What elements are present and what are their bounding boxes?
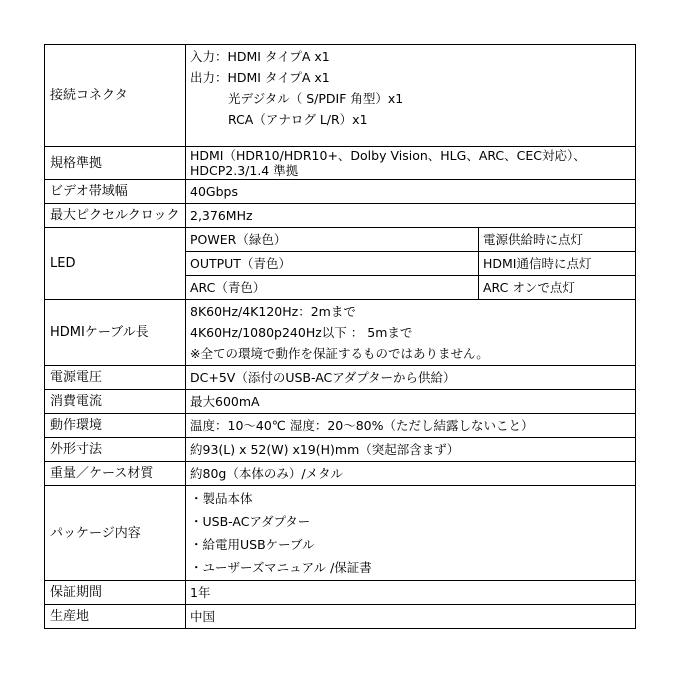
row-origin — [45, 605, 636, 629]
row-value: DC+5V（添付のUSB-ACアダプターから供給） — [186, 366, 636, 390]
row-value: 2,376MHz — [186, 204, 636, 228]
row-label: 生産地 — [45, 605, 186, 629]
row-warranty — [45, 581, 636, 605]
package-line: ・USB-ACアダプター — [190, 514, 311, 529]
row-connectors — [45, 45, 636, 147]
row-dimensions — [45, 438, 636, 462]
row-label: 最大ピクセルクロック — [45, 204, 186, 228]
package-line: ・製品本体 — [190, 491, 253, 506]
row-value — [186, 45, 636, 147]
standards-line: HDCP2.3/1.4 準拠 — [190, 163, 299, 178]
row-weight — [45, 462, 636, 486]
row-value: 最大600mA — [186, 390, 636, 414]
row-bandwidth — [45, 180, 636, 204]
row-package — [45, 486, 636, 581]
row-label: 動作環境 — [45, 414, 186, 438]
connector-line: RCA（アナログ L/R）x1 — [228, 112, 368, 127]
led-name: POWER（緑色） — [186, 228, 479, 252]
package-line: ・給電用USBケーブル — [190, 537, 315, 552]
row-value — [186, 486, 636, 581]
led-desc: HDMI通信時に点灯 — [479, 252, 636, 276]
cable-line: 8K60Hz/4K120Hz：2mまで — [190, 304, 356, 319]
row-standards — [45, 147, 636, 180]
led-desc: 電源供給時に点灯 — [479, 228, 636, 252]
row-label: LED — [45, 228, 186, 300]
standards-line: HDMI（HDR10/HDR10+、Dolby Vision、HLG、ARC、CEC対応）、 — [190, 148, 586, 163]
row-label: ビデオ帯域幅 — [45, 180, 186, 204]
row-label: 外形寸法 — [45, 438, 186, 462]
row-environment — [45, 414, 636, 438]
row-power-voltage — [45, 366, 636, 390]
row-value: 40Gbps — [186, 180, 636, 204]
row-led — [45, 228, 636, 252]
spec-table — [44, 44, 636, 629]
row-label: パッケージ内容 — [45, 486, 186, 581]
led-desc: ARC オンで点灯 — [479, 276, 636, 300]
row-label: 消費電流 — [45, 390, 186, 414]
row-value: 約80g（本体のみ）/メタル — [186, 462, 636, 486]
connector-line: 光デジタル（ S/PDIF 角型）x1 — [228, 91, 404, 106]
row-label: 保証期間 — [45, 581, 186, 605]
package-line: ・ユーザーズマニュアル /保証書 — [190, 560, 372, 575]
row-value: 1年 — [186, 581, 636, 605]
row-label: HDMIケーブル長 — [45, 300, 186, 366]
row-cable-length — [45, 300, 636, 366]
row-pixel-clock — [45, 204, 636, 228]
row-label: 規格準拠 — [45, 147, 186, 180]
cable-line: ※全ての環境で動作を保証するものではありません。 — [190, 346, 489, 361]
led-name: ARC（青色） — [186, 276, 479, 300]
row-value: 温度：10～40℃ 湿度：20～80%（ただし結露しないこと） — [186, 414, 636, 438]
row-value: 約93(L) x 52(W) x19(H)mm（突起部含まず） — [186, 438, 636, 462]
cable-line: 4K60Hz/1080p240Hz以下 ： 5mまで — [190, 325, 413, 340]
row-label: 重量／ケース材質 — [45, 462, 186, 486]
row-value — [186, 147, 636, 180]
row-label: 接続コネクタ — [45, 45, 186, 147]
connector-line: 出力：HDMI タイプA x1 — [190, 70, 330, 85]
led-name: OUTPUT（青色） — [186, 252, 479, 276]
connector-line: 入力：HDMI タイプA x1 — [190, 49, 330, 64]
row-value: 中国 — [186, 605, 636, 629]
row-value — [186, 300, 636, 366]
row-power-consumption — [45, 390, 636, 414]
row-label: 電源電圧 — [45, 366, 186, 390]
